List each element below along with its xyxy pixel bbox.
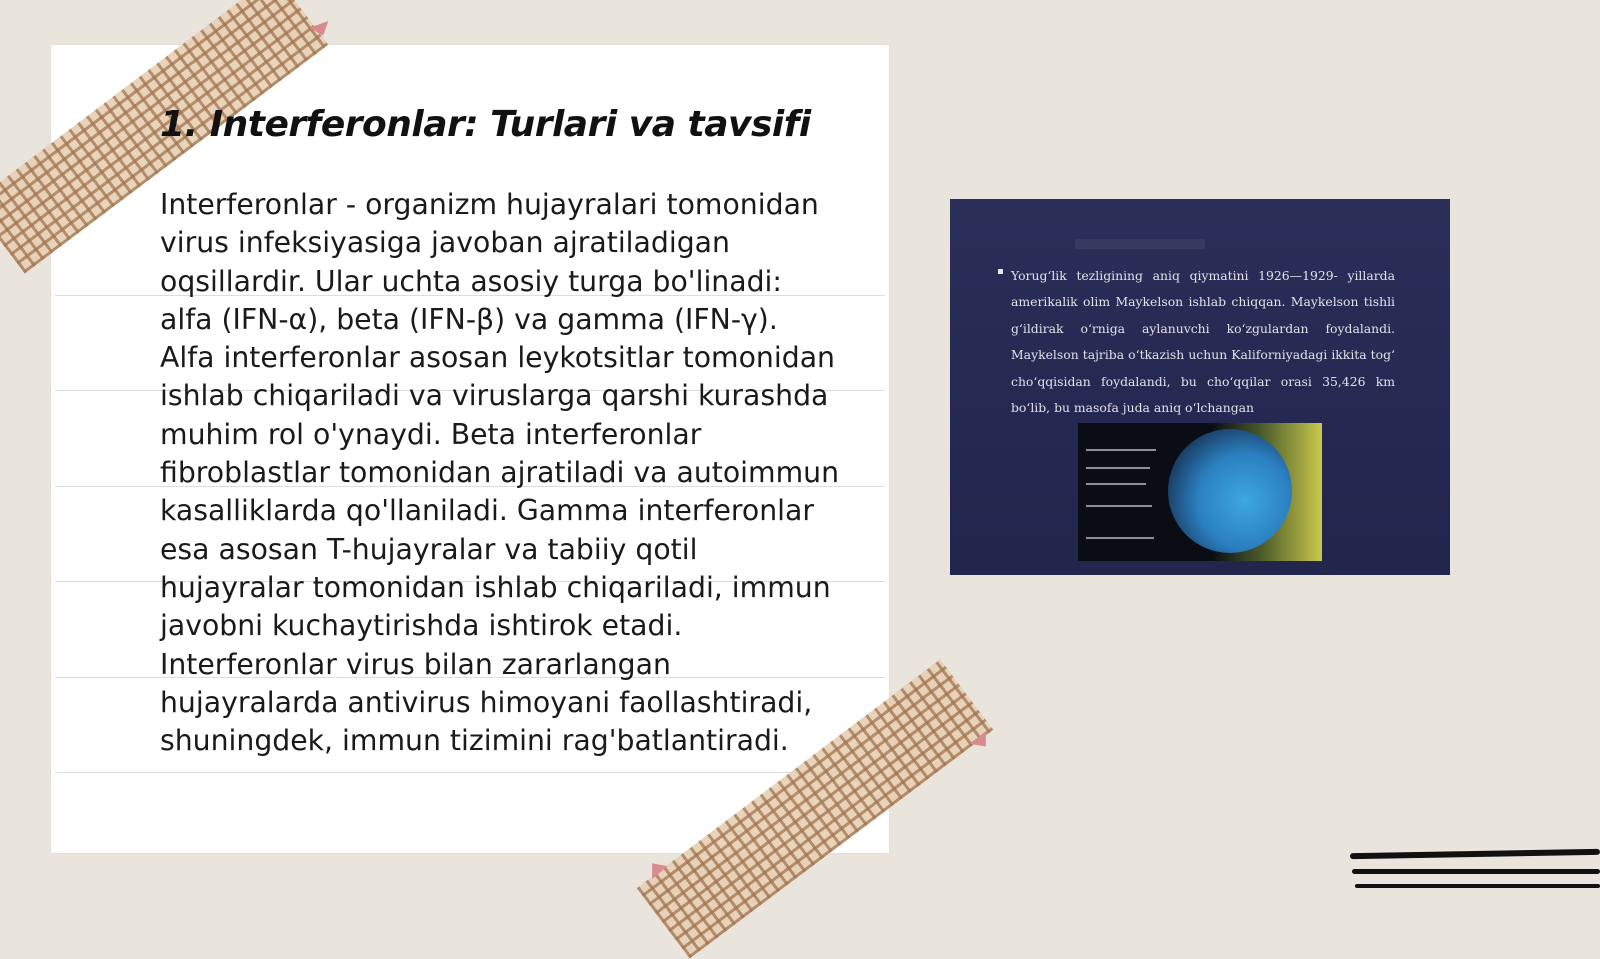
brush-stroke-icon: [1355, 884, 1600, 888]
diagram-label-line: [1086, 537, 1154, 539]
diagram-label-line: [1086, 449, 1156, 451]
diagram-label-line: [1086, 483, 1146, 485]
diagram-label-line: [1086, 467, 1150, 469]
brush-stroke-icon: [1352, 869, 1600, 874]
thumbnail-faded-heading: [1075, 239, 1205, 249]
thumbnail-bullet-text: Yorugʻlik tezligining aniq qiymatini 1926—1929- yillarda amerikalik olim Maykelson ishlab chiqqan. Maykelson tishli gʻildirak oʻrniga aylanuvchi koʻzgulardan foydalandi. Maykelson tajriba oʻtkazish uchun Kaliforniyadagi ikkita togʻ choʻqqisidan foydalandi, bu choʻqqilar orasi 35,426 km boʻlib, bu masofa juda aniq oʻlchangan: [1011, 268, 1395, 416]
globe-icon: [1168, 429, 1292, 553]
globe-image: [1078, 423, 1322, 561]
body-paragraph: Interferonlar - organizm hujayralari tomonidan virus infeksiyasiga javoban ajratiladigan oqsillardir. Ular uchta asosiy turga bo'linadi: alfa (IFN-α), beta (IFN-β) va gamma (IFN-γ). Alfa interferonlar asosan leykotsitlar tomonidan ishlab chiqariladi va viruslarga qarshi kurashda muhim rol o'ynaydi. Beta interferonlar fibroblastlar tomonidan ajratiladi va autoimmun kasalliklarda qo'llaniladi. Gamma interferonlar esa asosan T-hujayralar va tabiiy qotil hujayralar tomonidan ishlab chiqariladi, immun javobni kuchaytirishda ishtirok etadi. Interferonlar virus bilan zararlangan hujayralarda antivirus himoyani faollashtiradi, shuningdek, immun tizimini rag'batlantiradi.: [160, 188, 840, 758]
slide-title: 1. Interferonlar: Turlari va tavsifi: [160, 104, 811, 145]
brush-stroke-icon: [1350, 849, 1600, 859]
paper-rule-line: [55, 772, 885, 773]
slide-thumbnail-image: [950, 199, 1450, 575]
diagram-label-line: [1086, 505, 1152, 507]
bullet-icon: [998, 269, 1003, 274]
